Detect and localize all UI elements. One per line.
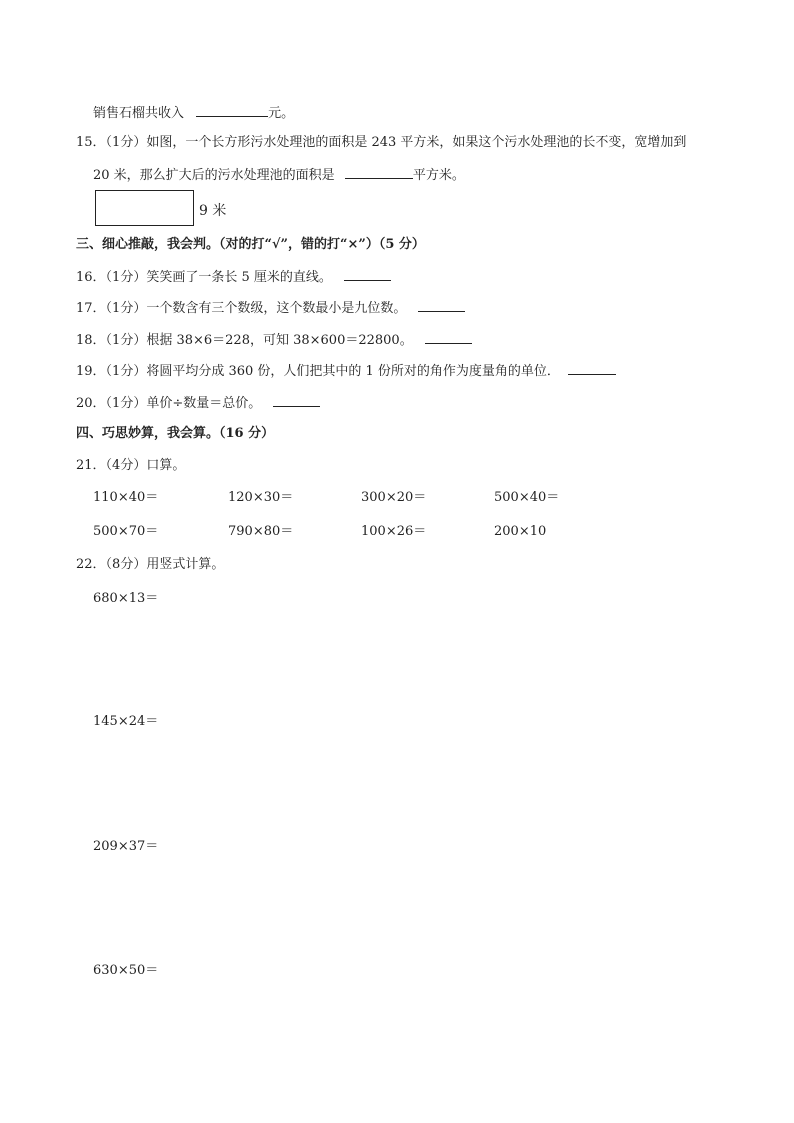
- q15-answer-blank[interactable]: [345, 166, 413, 179]
- section3-title: 三、细心推敲，我会判。（对的打“√”，错的打“×”）（5 分）: [76, 237, 425, 252]
- q18-line: [76, 331, 472, 350]
- q21-item: 200×10: [494, 524, 547, 539]
- q20-text: 20．（1分）单价÷数量＝总价。: [76, 396, 262, 411]
- q21-item: 300×20＝: [361, 490, 427, 505]
- q21-item: 120×30＝: [228, 490, 294, 505]
- q17-text: 17．（1分）一个数含有三个数级，这个数最小是九位数。: [76, 301, 407, 316]
- q18-text: 18．（1分）根据 38×6＝228，可知 38×600＝22800。: [76, 333, 413, 348]
- q22-item: 145×24＝: [93, 714, 159, 729]
- pool-width-label: 9 米: [199, 203, 227, 219]
- pool-rectangle: [95, 190, 194, 226]
- q14-unit: 元。: [268, 106, 295, 121]
- q18-answer-blank[interactable]: [425, 331, 472, 344]
- q14-line: [93, 104, 294, 123]
- q19-text: 19．（1分）将圆平均分成 360 份，人们把其中的 1 份所对的角作为度量角的单位．: [76, 364, 560, 379]
- q21-title: 21．（4分）口算。: [76, 458, 186, 473]
- q21-item: 790×80＝: [228, 524, 294, 539]
- q19-line: [76, 362, 616, 381]
- q15-line2-suffix: 平方米。: [412, 168, 465, 183]
- q22-item: 209×37＝: [93, 839, 159, 854]
- q20-answer-blank[interactable]: [273, 394, 320, 407]
- q16-line: [76, 268, 391, 287]
- q14-text: 销售石榴共收入: [93, 106, 185, 121]
- q20-line: [76, 394, 320, 413]
- q15-line1: 15．（1分）如图，一个长方形污水处理池的面积是 243 平方米，如果这个污水处理池的长不变，宽增加到: [76, 135, 687, 150]
- q15-line2: [93, 166, 465, 185]
- q22-title: 22．（8分）用竖式计算。: [76, 557, 225, 572]
- q17-line: [76, 299, 465, 318]
- q21-item: 100×26＝: [361, 524, 427, 539]
- q21-item: 500×40＝: [494, 490, 560, 505]
- q16-text: 16．（1分）笑笑画了一条长 5 厘米的直线。: [76, 270, 332, 285]
- q19-answer-blank[interactable]: [568, 362, 616, 375]
- q15-line2-prefix: 20 米，那么扩大后的污水处理池的面积是: [93, 168, 335, 183]
- q21-item: 500×70＝: [93, 524, 159, 539]
- q22-item: 680×13＝: [93, 591, 159, 606]
- q17-answer-blank[interactable]: [418, 299, 465, 312]
- section4-title: 四、巧思妙算，我会算。（16 分）: [76, 426, 275, 441]
- q16-answer-blank[interactable]: [344, 268, 391, 281]
- q22-item: 630×50＝: [93, 963, 159, 978]
- q14-answer-blank[interactable]: [196, 104, 268, 117]
- q21-item: 110×40＝: [93, 490, 159, 505]
